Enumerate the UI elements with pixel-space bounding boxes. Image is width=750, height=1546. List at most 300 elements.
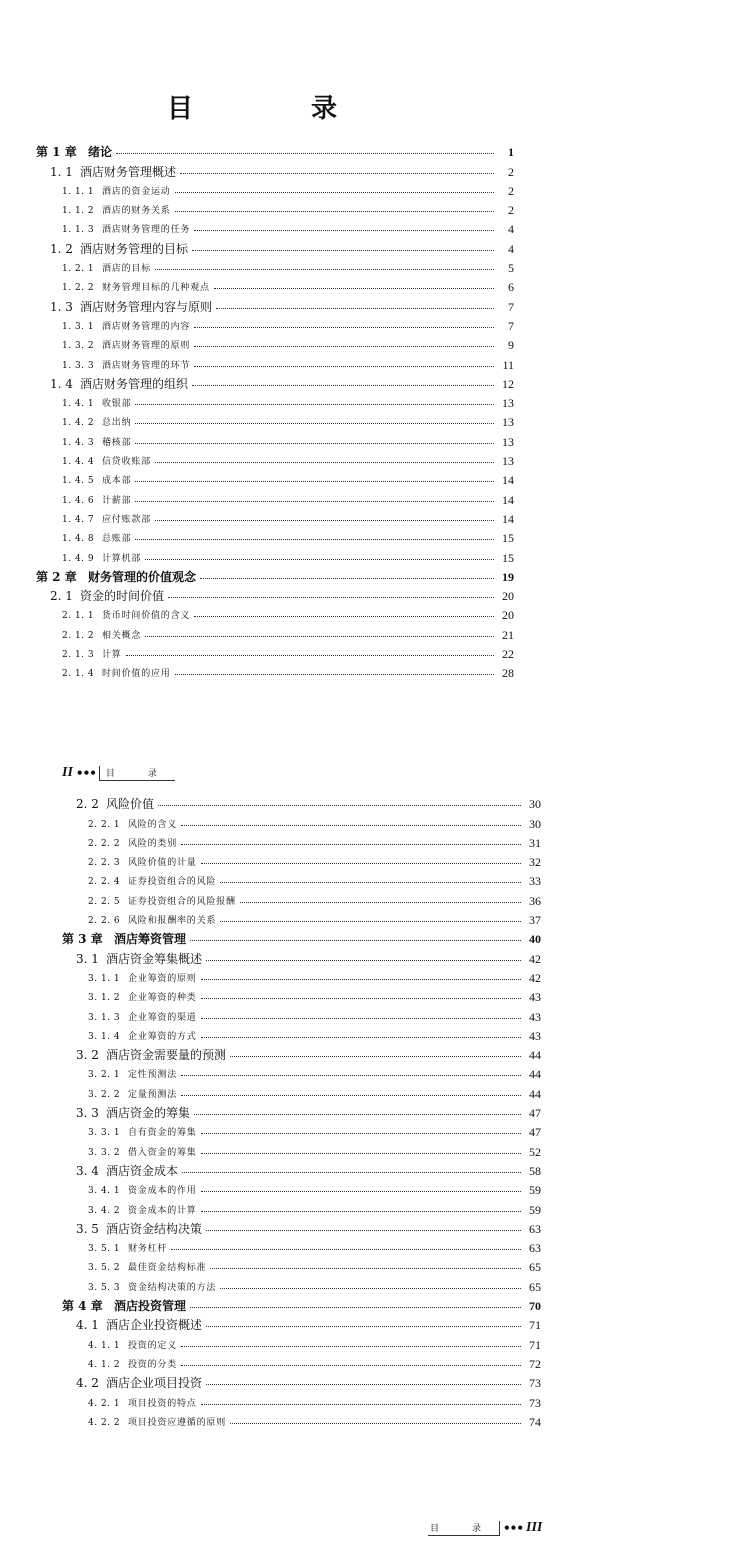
toc-title: 资金成本的作用 [128, 1186, 197, 1197]
toc-page-number: 43 [529, 1028, 541, 1043]
toc-number: 3. 1 [76, 951, 99, 966]
toc-page-number: 71 [529, 1337, 541, 1352]
toc-subsection [62, 1351, 541, 1370]
toc-leader-dots [216, 308, 494, 309]
toc-title: 酒店资金的筹集 [106, 1106, 191, 1121]
toc-subsection [62, 1003, 541, 1022]
toc-page-number: 40 [529, 932, 541, 947]
toc-title: 酒店的目标 [102, 264, 152, 275]
toc-page-number: 65 [529, 1279, 541, 1294]
toc-leader-dots [116, 153, 494, 154]
toc-page-number: 43 [529, 990, 541, 1005]
toc-title: 总账部 [102, 534, 132, 545]
toc-number: 1. 1. 3 [62, 225, 95, 236]
toc-number: 3. 1. 3 [88, 1012, 121, 1023]
toc-title: 自有资金的筹集 [128, 1128, 197, 1139]
toc-chapter [36, 139, 514, 158]
toc-chapter [62, 1293, 541, 1312]
toc-subsection [36, 274, 514, 293]
toc-leader-dots [171, 1249, 521, 1250]
toc-leader-dots [181, 1095, 521, 1096]
toc-section [36, 583, 514, 602]
toc-leader-dots [194, 1114, 521, 1115]
toc-number: 2. 1. 4 [62, 669, 95, 680]
toc-number: 第 2 章 [36, 569, 77, 584]
toc-subsection [62, 1196, 541, 1215]
toc-subsection [36, 313, 514, 332]
toc-page-number: 13 [502, 415, 514, 430]
toc-number: 2. 1. 2 [62, 630, 95, 641]
toc-title: 酒店财务管理的组织 [80, 376, 189, 391]
toc-title: 酒店财务管理概述 [80, 164, 177, 179]
toc-leader-dots [155, 269, 494, 270]
toc-number: 4. 2. 1 [88, 1398, 121, 1409]
toc-subsection [62, 984, 541, 1003]
page-title: 目 录 [166, 94, 383, 124]
toc-page-number: 43 [529, 1009, 541, 1024]
toc-page-number: 65 [529, 1260, 541, 1275]
toc-page-number: 13 [502, 454, 514, 469]
toc-title: 财务管理的价值观念 [88, 569, 197, 584]
toc-title: 定性预测法 [128, 1070, 178, 1081]
toc-page-number: 7 [508, 318, 514, 333]
toc-title: 酒店财务管理的环节 [102, 360, 191, 371]
toc-subsection [62, 868, 541, 887]
toc-leader-dots [135, 404, 494, 405]
toc-leader-dots [194, 366, 494, 367]
toc-title: 酒店的资金运动 [102, 186, 171, 197]
toc-leader-dots [194, 616, 494, 617]
toc-page-number: 11 [502, 357, 514, 372]
toc-page-number: 74 [529, 1414, 541, 1429]
toc-number: 3. 5 [76, 1221, 99, 1236]
toc-title: 项目投资的特点 [128, 1398, 197, 1409]
toc-leader-dots [194, 230, 494, 231]
toc-leader-dots [240, 902, 521, 903]
toc-leader-dots [214, 288, 494, 289]
toc-title: 绪论 [88, 145, 113, 160]
toc-subsection [62, 1331, 541, 1350]
toc-leader-dots [201, 1133, 521, 1134]
toc-number: 第 4 章 [62, 1299, 103, 1314]
toc-title: 证券投资组合的风险报酬 [128, 896, 236, 907]
toc-title: 财务管理目标的几种观点 [102, 283, 210, 294]
toc-subsection [62, 1409, 541, 1428]
toc-page-number: 44 [529, 1086, 541, 1101]
toc-title: 资金成本的计算 [128, 1205, 197, 1216]
toc-number: 2. 2 [76, 797, 99, 812]
toc-title: 财务杠杆 [128, 1244, 168, 1255]
toc-list-page-2 [62, 791, 541, 1428]
toc-title: 借入资金的筹集 [128, 1147, 197, 1158]
toc-leader-dots [200, 578, 494, 579]
toc-leader-dots [181, 1365, 521, 1366]
toc-title: 时间价值的应用 [102, 669, 171, 680]
toc-page-number: 2 [508, 183, 514, 198]
toc-title: 成本部 [102, 476, 132, 487]
toc-section [62, 1042, 541, 1061]
toc-page-number: 59 [529, 1202, 541, 1217]
toc-number: 3. 4. 1 [88, 1186, 121, 1197]
toc-subsection [62, 1235, 541, 1254]
toc-number: 4. 2 [76, 1376, 99, 1391]
toc-subsection [36, 467, 514, 486]
toc-page-number: 7 [508, 299, 514, 314]
toc-title: 风险的类别 [128, 838, 178, 849]
toc-leader-dots [155, 520, 494, 521]
toc-page-number: 20 [502, 589, 514, 604]
toc-title: 稽核部 [102, 437, 132, 448]
toc-page-number: 42 [529, 951, 541, 966]
header-ellipsis: ••• [75, 766, 96, 780]
toc-page-number: 13 [502, 396, 514, 411]
toc-title: 资金结构决策的方法 [128, 1282, 217, 1293]
toc-leader-dots [145, 636, 494, 637]
footer-label: 目 录 [428, 1521, 500, 1536]
toc-page-number: 63 [529, 1241, 541, 1256]
toc-number: 2. 1. 3 [62, 650, 95, 661]
toc-title: 企业筹资的原则 [128, 973, 197, 984]
toc-number: 3. 1. 2 [88, 993, 121, 1004]
toc-page-number: 31 [529, 835, 541, 850]
toc-title: 资金的时间价值 [80, 589, 165, 604]
toc-section [62, 945, 541, 964]
toc-leader-dots [192, 250, 494, 251]
toc-number: 第 1 章 [36, 145, 77, 160]
toc-number: 1. 1 [50, 164, 73, 179]
toc-page-number: 2 [508, 203, 514, 218]
toc-subsection [62, 887, 541, 906]
toc-number: 1. 1. 1 [62, 186, 95, 197]
toc-page-number: 47 [529, 1125, 541, 1140]
toc-number: 4. 2. 2 [88, 1417, 121, 1428]
toc-leader-dots [194, 327, 494, 328]
toc-title: 酒店财务管理的原则 [102, 341, 191, 352]
toc-title: 项目投资应遵循的原则 [128, 1417, 227, 1428]
toc-page-number: 36 [529, 893, 541, 908]
toc-leader-dots [201, 1404, 521, 1405]
toc-leader-dots [206, 1384, 521, 1385]
toc-leader-dots [206, 1230, 521, 1231]
toc-number: 3. 2. 1 [88, 1070, 121, 1081]
toc-title: 应付账款部 [102, 514, 152, 525]
toc-page-number: 13 [502, 434, 514, 449]
toc-leader-dots [190, 1307, 521, 1308]
toc-title: 酒店的财务关系 [102, 206, 171, 217]
toc-leader-dots [135, 539, 494, 540]
toc-number: 3. 2. 2 [88, 1089, 121, 1100]
toc-page-number: 42 [529, 970, 541, 985]
toc-number: 1. 4 [50, 376, 73, 391]
toc-subsection [62, 810, 541, 829]
toc-leader-dots [168, 597, 494, 598]
toc-subsection [62, 1177, 541, 1196]
toc-page-number: 72 [529, 1356, 541, 1371]
toc-subsection [62, 1254, 541, 1273]
toc-page-number: 6 [508, 280, 514, 295]
toc-title: 企业筹资的方式 [128, 1031, 197, 1042]
toc-subsection [62, 849, 541, 868]
toc-page-number: 5 [508, 261, 514, 276]
toc-number: 1. 4. 2 [62, 418, 95, 429]
toc-number: 1. 2. 1 [62, 264, 95, 275]
toc-number: 4. 1. 1 [88, 1340, 121, 1351]
toc-number: 1. 4. 3 [62, 437, 95, 448]
toc-leader-dots [201, 1211, 521, 1212]
toc-page-number: 30 [529, 797, 541, 812]
toc-leader-dots [181, 1346, 521, 1347]
toc-page-number: 15 [502, 550, 514, 565]
toc-leader-dots [155, 462, 494, 463]
page-number-roman: II [62, 765, 73, 780]
toc-page-number: 4 [508, 241, 514, 256]
toc-subsection [36, 255, 514, 274]
toc-subsection [62, 907, 541, 926]
toc-number: 3. 5. 3 [88, 1282, 121, 1293]
toc-leader-dots [181, 825, 521, 826]
toc-section [36, 293, 514, 312]
toc-number: 3. 3 [76, 1106, 99, 1121]
toc-page-number: 14 [502, 511, 514, 526]
toc-page-number: 71 [529, 1318, 541, 1333]
toc-subsection [62, 1023, 541, 1042]
toc-title: 风险的含义 [128, 819, 178, 830]
toc-subsection [36, 602, 514, 621]
toc-title: 收银部 [102, 399, 132, 410]
toc-leader-dots [175, 192, 494, 193]
toc-subsection [62, 1080, 541, 1099]
toc-subsection [36, 409, 514, 428]
toc-number: 2. 1 [50, 589, 73, 604]
toc-page-number: 15 [502, 531, 514, 546]
toc-page-number: 2 [508, 164, 514, 179]
toc-number: 1. 2 [50, 241, 73, 256]
toc-leader-dots [190, 940, 521, 941]
toc-subsection [36, 660, 514, 679]
toc-number: 1. 4. 7 [62, 514, 95, 525]
toc-subsection [36, 197, 514, 216]
toc-leader-dots [210, 1268, 521, 1269]
toc-subsection [36, 216, 514, 235]
toc-leader-dots [201, 979, 521, 980]
toc-leader-dots [194, 346, 494, 347]
toc-number: 3. 1. 1 [88, 973, 121, 984]
toc-page-number: 70 [529, 1299, 541, 1314]
toc-subsection [36, 486, 514, 505]
toc-number: 1. 4. 9 [62, 553, 95, 564]
toc-number: 1. 3 [50, 299, 73, 314]
toc-title: 投资的定义 [128, 1340, 178, 1351]
toc-subsection [62, 965, 541, 984]
toc-title: 酒店资金需要量的预测 [106, 1048, 227, 1063]
toc-leader-dots [182, 1172, 521, 1173]
toc-leader-dots [206, 960, 521, 961]
toc-number: 1. 2. 2 [62, 283, 95, 294]
toc-subsection [36, 332, 514, 351]
toc-page-number: 63 [529, 1221, 541, 1236]
toc-number: 4. 1 [76, 1318, 99, 1333]
toc-number: 3. 1. 4 [88, 1031, 121, 1042]
toc-number: 3. 2 [76, 1048, 99, 1063]
toc-section [62, 1312, 541, 1331]
toc-subsection [36, 390, 514, 409]
toc-page-number: 9 [508, 338, 514, 353]
toc-title: 最佳资金结构标准 [128, 1263, 207, 1274]
toc-subsection [62, 1119, 541, 1138]
toc-number: 1. 4. 6 [62, 495, 95, 506]
toc-number: 2. 2. 1 [88, 819, 121, 830]
toc-leader-dots [201, 1037, 521, 1038]
toc-subsection [36, 351, 514, 370]
toc-title: 信贷收账部 [102, 457, 152, 468]
toc-title: 企业筹资的渠道 [128, 1012, 197, 1023]
toc-list-page-1 [36, 139, 514, 679]
toc-number: 1. 4. 4 [62, 457, 95, 468]
toc-number: 1. 3. 3 [62, 360, 95, 371]
toc-leader-dots [192, 385, 494, 386]
toc-title: 货币时间价值的含义 [102, 611, 191, 622]
toc-number: 1. 4. 5 [62, 476, 95, 487]
toc-page-number: 52 [529, 1144, 541, 1159]
toc-title: 酒店财务管理内容与原则 [80, 299, 213, 314]
toc-section [62, 1370, 541, 1389]
toc-subsection [62, 1273, 541, 1292]
toc-page-number: 22 [502, 647, 514, 662]
toc-number: 1. 1. 2 [62, 206, 95, 217]
running-header [62, 765, 175, 781]
running-footer [428, 1520, 542, 1536]
toc-section [36, 235, 514, 254]
toc-title: 总出纳 [102, 418, 132, 429]
toc-leader-dots [180, 173, 494, 174]
toc-title: 酒店财务管理的任务 [102, 225, 191, 236]
toc-page-number: 44 [529, 1067, 541, 1082]
toc-title: 计算机部 [102, 553, 142, 564]
toc-subsection [36, 448, 514, 467]
toc-number: 2. 2. 2 [88, 838, 121, 849]
toc-title: 酒店财务管理的目标 [80, 241, 189, 256]
toc-number: 1. 3. 1 [62, 321, 95, 332]
toc-leader-dots [175, 211, 494, 212]
toc-leader-dots [175, 674, 494, 675]
toc-page-number: 1 [508, 145, 514, 160]
toc-number: 2. 2. 4 [88, 877, 121, 888]
toc-subsection [62, 1389, 541, 1408]
toc-page-number: 73 [529, 1395, 541, 1410]
toc-title: 定量预测法 [128, 1089, 178, 1100]
toc-title: 计算 [102, 650, 122, 661]
toc-page-number: 19 [502, 569, 514, 584]
toc-title: 酒店筹资管理 [114, 932, 187, 947]
toc-leader-dots [135, 481, 494, 482]
toc-page-number: 73 [529, 1376, 541, 1391]
toc-leader-dots [201, 1018, 521, 1019]
toc-chapter [62, 926, 541, 945]
toc-page-number: 14 [502, 473, 514, 488]
toc-number: 2. 1. 1 [62, 611, 95, 622]
toc-section [62, 791, 541, 810]
toc-leader-dots [135, 501, 494, 502]
toc-page-number: 28 [502, 666, 514, 681]
toc-number: 3. 4. 2 [88, 1205, 121, 1216]
toc-number: 2. 2. 6 [88, 916, 121, 927]
toc-title: 证券投资组合的风险 [128, 877, 217, 888]
toc-subsection [36, 506, 514, 525]
toc-number: 2. 2. 3 [88, 858, 121, 869]
toc-title: 酒店资金成本 [106, 1163, 179, 1178]
toc-title: 企业筹资的种类 [128, 993, 197, 1004]
toc-leader-dots [181, 844, 521, 845]
toc-title: 投资的分类 [128, 1359, 178, 1370]
toc-title: 风险和报酬率的关系 [128, 916, 217, 927]
toc-leader-dots [201, 1153, 521, 1154]
toc-subsection [36, 178, 514, 197]
toc-section [62, 1100, 541, 1119]
toc-leader-dots [206, 1326, 521, 1327]
toc-number: 1. 4. 1 [62, 399, 95, 410]
toc-leader-dots [230, 1056, 521, 1057]
toc-subsection [36, 621, 514, 640]
toc-section [62, 1158, 541, 1177]
toc-number: 3. 5. 1 [88, 1244, 121, 1255]
toc-page-number: 37 [529, 913, 541, 928]
toc-number: 1. 3. 2 [62, 341, 95, 352]
toc-number: 3. 3. 1 [88, 1128, 121, 1139]
toc-page-number: 12 [502, 376, 514, 391]
toc-leader-dots [230, 1423, 521, 1424]
toc-leader-dots [201, 1191, 521, 1192]
toc-subsection [36, 428, 514, 447]
toc-leader-dots [220, 882, 521, 883]
toc-title: 酒店财务管理的内容 [102, 321, 191, 332]
toc-leader-dots [135, 443, 494, 444]
toc-number: 2. 2. 5 [88, 896, 121, 907]
toc-title: 酒店企业项目投资 [106, 1376, 203, 1391]
toc-subsection [62, 1061, 541, 1080]
toc-leader-dots [201, 863, 521, 864]
toc-page-number: 4 [508, 222, 514, 237]
toc-page-number: 33 [529, 874, 541, 889]
toc-page-number: 21 [502, 627, 514, 642]
toc-title: 风险价值 [106, 797, 155, 812]
toc-page-number: 58 [529, 1163, 541, 1178]
toc-subsection [62, 830, 541, 849]
toc-section [36, 158, 514, 177]
toc-subsection [36, 525, 514, 544]
toc-leader-dots [158, 805, 521, 806]
toc-title: 相关概念 [102, 630, 142, 641]
toc-page-number: 47 [529, 1106, 541, 1121]
header-label: 目 录 [99, 766, 175, 781]
toc-page-number: 14 [502, 492, 514, 507]
toc-number: 4. 1. 2 [88, 1359, 121, 1370]
page-number-roman: III [526, 1520, 543, 1535]
toc-page-number: 20 [502, 608, 514, 623]
toc-title: 酒店投资管理 [114, 1299, 187, 1314]
toc-subsection [36, 544, 514, 563]
footer-ellipsis: ••• [503, 1521, 524, 1535]
toc-leader-dots [220, 921, 521, 922]
toc-leader-dots [220, 1288, 521, 1289]
toc-number: 1. 4. 8 [62, 534, 95, 545]
toc-section [62, 1216, 541, 1235]
toc-number: 3. 4 [76, 1163, 99, 1178]
toc-title: 酒店资金筹集概述 [106, 951, 203, 966]
toc-title: 计薪部 [102, 495, 132, 506]
toc-leader-dots [126, 655, 494, 656]
toc-title: 酒店资金结构决策 [106, 1221, 203, 1236]
toc-page-number: 59 [529, 1183, 541, 1198]
